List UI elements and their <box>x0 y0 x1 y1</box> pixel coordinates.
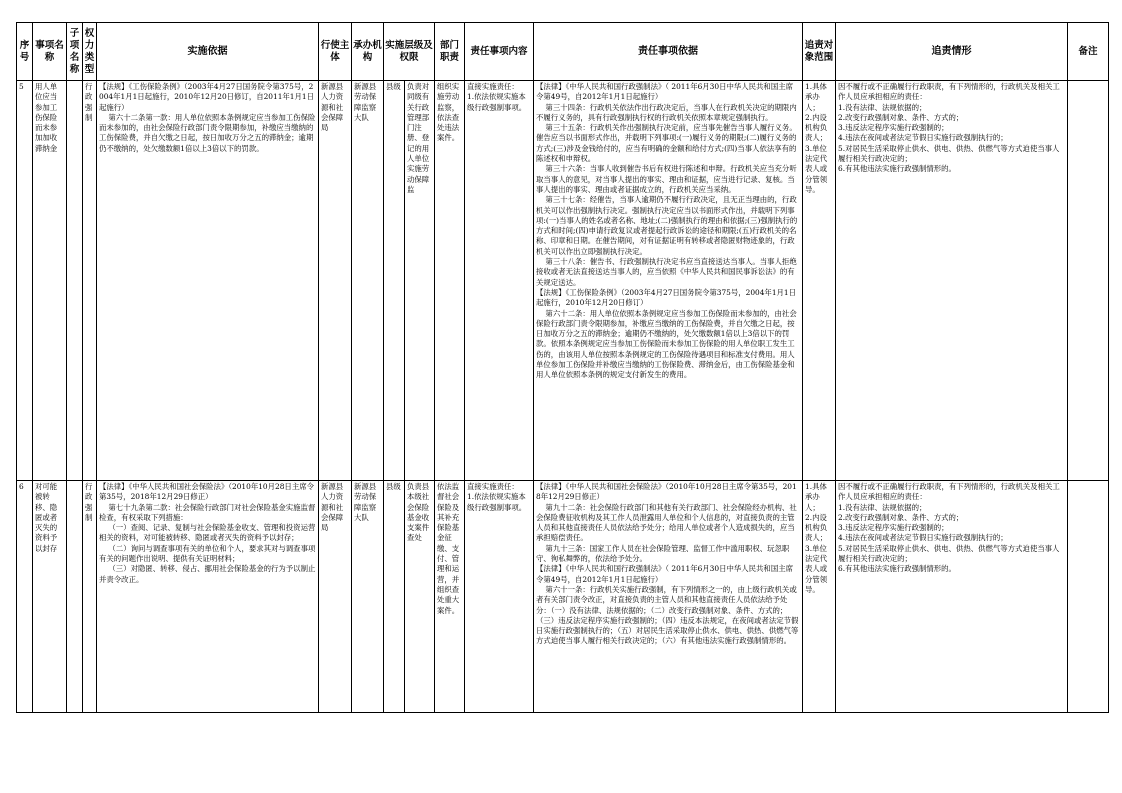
row-item-name: 用人单位应当参加工伤保险而未参加加收滞纳金 <box>33 81 67 481</box>
row-resp-content: 直接实施责任： 1.依法依规实施本级行政强制事项。 <box>465 81 534 481</box>
row-power-type: 行政强制 <box>83 81 97 481</box>
header-remarks: 备注 <box>1068 23 1109 81</box>
power-list-table <box>16 22 1109 713</box>
row-subject: 新源县人力资源和社会保障局 <box>319 481 352 713</box>
row-organ: 新源县劳动保障监察大队 <box>352 81 384 481</box>
header-sub-item: 子项名称 <box>67 23 83 81</box>
row-basis: 【法规】《工伤保险条例》（2003年4月27日国务院令第375号，2004年1月1日起施行，2010年12月20日修订，自2011年1月1日起施行） 第六十二条第一款：用人单位依照本条例规定应当参加工伤保险而未参加的，由社会保险行政部门责令限期参加，补缴应当缴纳的工伤保险费，并自欠缴之日起，按日加收万分之五的滞纳金；逾期仍不缴纳的，处欠缴数额1倍以上3倍以下的罚款。 <box>97 81 319 481</box>
row-level: 县级 <box>384 81 405 481</box>
row-organ: 新源县劳动保障监察大队 <box>352 481 384 713</box>
row-subject: 新源县人力资源和社会保障局 <box>319 81 352 481</box>
row-circumstances: 因不履行或不正确履行行政职责，有下列情形的，行政机关及相关工作人员应承担相应的责任： 1.没有法律、法规依据的； 2.改变行政强制对象、条件、方式的； 3.违反法定程序实施行政强制的； 4.违法在夜间或者法定节假日实施行政强制执行的； 5.对居民生活采取停止供水、供电、供热、供燃气等方式迫使当事人履行相关行政决定的； 6.有其他违法实施行政强制情形的。 <box>836 481 1068 713</box>
header-dept-duty: 部门职责 <box>435 23 465 81</box>
row-item-name: 对可能被转移、隐匿或者灭失的资料予以封存 <box>33 481 67 713</box>
row-seq: 5 <box>17 81 33 481</box>
row-resp-basis: 【法律】《中华人民共和国社会保险法》（2010年10月28日主席令第35号，2018年12月29日修正） 第九十二条：社会保险行政部门和其他有关行政部门、社会保险经办机构、社会保险费征收机构及其工作人员泄露用人单位和个人信息的，对直接负责的主管人员和其他直接责任人员依法给予处分；给用人单位或者个人造成损失的，应当承担赔偿责任。 第九十三条：国家工作人员在社会保险管理、监督工作中滥用职权、玩忽职守、徇私舞弊的，依法给予处分。 【法律】《中华人民共和国行政强制法》（ 2011年6月30日中华人民共和国主席令第49号，自2012年1月1日起施行） 第六十一条：行政机关实施行政强制，有下列情形之一的，由上级行政机关或者有关部门责令改正，对直接负责的主管人员和其他直接责任人员依法给予处分：（一）没有法律、法规依据的；（二）改变行政强制对象、条件、方式的；（三）违反法定程序实施行政强制的；（四）违反本法规定，在夜间或者法定节假日实施行政强制执行的；（五）对居民生活采取停止供水、供电、供热、供燃气等方式迫使当事人履行相关行政决定的；（六）有其他违法实施行政强制情形的。 <box>534 481 803 713</box>
header-subject: 行使主体 <box>319 23 352 81</box>
header-resp-basis: 责任事项依据 <box>534 23 803 81</box>
row-remarks <box>1068 481 1109 713</box>
row-basis: 【法律】《中华人民共和国社会保险法》（2010年10月28日主席令第35号，2018年12月29日修正） 第七十九条第二款：社会保险行政部门对社会保险基金实施监督检查，有权采取下列措施： （一）查阅、记录、复制与社会保险基金收支、管理和投资运营相关的资料，对可能被转移、隐匿或者灭失的资料予以封存； （二）询问与调查事项有关的单位和个人，要求其对与调查事项有关的问题作出说明、提供有关证明材料； （三）对隐匿、转移、侵占、挪用社会保险基金的行为予以制止并责令改正。 <box>97 481 319 713</box>
row-dept-duty-2: 组织实施劳动监察，依法查处违法案件。 <box>435 81 465 481</box>
row-remarks <box>1068 81 1109 481</box>
header-circumstances: 追责情形 <box>836 23 1068 81</box>
row-resp-basis: 【法律】《中华人民共和国行政强制法》（ 2011年6月30日中华人民共和国主席令第49号，自2012年1月1日起施行） 第三十四条：行政机关依法作出行政决定后，当事人在行政机关决定的期限内不履行义务的，具有行政强制执行权的行政机关依照本章规定强制执行。 第三十五条：行政机关作出强制执行决定前，应当事先催告当事人履行义务。催告应当以书面形式作出，并载明下列事项:(一)履行义务的期限;(二)履行义务的方式;(三)涉及金钱给付的，应当有明确的金额和给付方式;(四)当事人依法享有的陈述权和申辩权。 第三十六条：当事人收到催告书后有权进行陈述和申辩。行政机关应当充分听取当事人的意见，对当事人提出的事实、理由和证据，应当进行记录、复核。当事人提出的事实、理由或者证据成立的，行政机关应当采纳。 第三十七条：经催告，当事人逾期仍不履行行政决定，且无正当理由的，行政机关可以作出强制执行决定。强制执行决定应当以书面形式作出，并载明下列事项:(一)当事人的姓名或者名称、地址;(二)强制执行的理由和依据;(三)强制执行的方式和时间;(四)申请行政复议或者提起行政诉讼的途径和期限;(五)行政机关的名称、印章和日期。在催告期间，对有证据证明有转移或者隐匿财物迹象的，行政机关可以作出立即强制执行决定。 第三十八条：催告书、行政强制执行决定书应当直接送达当事人。当事人拒绝接收或者无法直接送达当事人的，应当依照《中华人民共和国民事诉讼法》的有关规定送达。 【法规】《工伤保险条例》（2003年4月27日国务院令第375号，2004年1月1日起施行，2010年12月20日修订） 第六十二条：用人单位依照本条例规定应当参加工伤保险而未参加的，由社会保险行政部门责令限期参加，补缴应当缴纳的工伤保险费，并自欠缴之日起，按日加收万分之五的滞纳金；逾期仍不缴纳的，处欠缴数额1倍以上3倍以下的罚款。依照本条例规定应当参加工伤保险而未参加工伤保险的用人单位职工发生工伤的，由该用人单位按照本条例规定的工伤保险待遇项目和标准支付费用。用人单位参加工伤保险并补缴应当缴纳的工伤保险费、滞纳金后，由工伤保险基金和用人单位依照本条例的规定支付新发生的费用。 <box>534 81 803 481</box>
row-dept-duty: 负责对同级有关行政管理部门注册、登记的用人单位实施劳动保障监 <box>405 81 435 481</box>
row-seq: 6 <box>17 481 33 713</box>
header-accountable: 追责对象范围 <box>803 23 836 81</box>
row-dept-duty: 负责县本级社会保险基金收支案件查处 <box>405 481 435 713</box>
header-basis: 实施依据 <box>97 23 319 81</box>
header-level: 实施层级及权限 <box>384 23 435 81</box>
header-power-type: 权力类型 <box>83 23 97 81</box>
header-organ: 承办机构 <box>352 23 384 81</box>
header-row <box>17 23 1109 81</box>
row-level: 县级 <box>384 481 405 713</box>
row-accountable: 1.具体承办人； 2.内设机构负责人； 3.单位法定代表人或分管领导。 <box>803 481 836 713</box>
row-circumstances: 因不履行或不正确履行行政职责，有下列情形的，行政机关及相关工作人员应承担相应的责任： 1.没有法律、法规依据的； 2.改变行政强制对象、条件、方式的； 3.违反法定程序实施行政强制的； 4.违法在夜间或者法定节假日实施行政强制执行的； 5.对居民生活采取停止供水、供电、供热、供燃气等方式迫使当事人履行相关行政决定的； 6.有其他违法实施行政强制情形的。 <box>836 81 1068 481</box>
table-row <box>17 481 1109 713</box>
table-row <box>17 81 1109 481</box>
row-sub-item <box>67 481 83 713</box>
row-accountable: 1.具体承办人； 2.内设机构负责人； 3.单位法定代表人或分管领导。 <box>803 81 836 481</box>
row-resp-content: 直接实施责任： 1.依法依规实施本级行政强制事项。 <box>465 481 534 713</box>
header-resp-content: 责任事项内容 <box>465 23 534 81</box>
row-dept-duty-2: 依法监督社会保险及其补充保险基金征缴、支付、管理和运营，并组织查处重大案件。 <box>435 481 465 713</box>
row-sub-item <box>67 81 83 481</box>
header-seq: 序号 <box>17 23 33 81</box>
row-power-type: 行政强制 <box>83 481 97 713</box>
header-item-name: 事项名称 <box>33 23 67 81</box>
